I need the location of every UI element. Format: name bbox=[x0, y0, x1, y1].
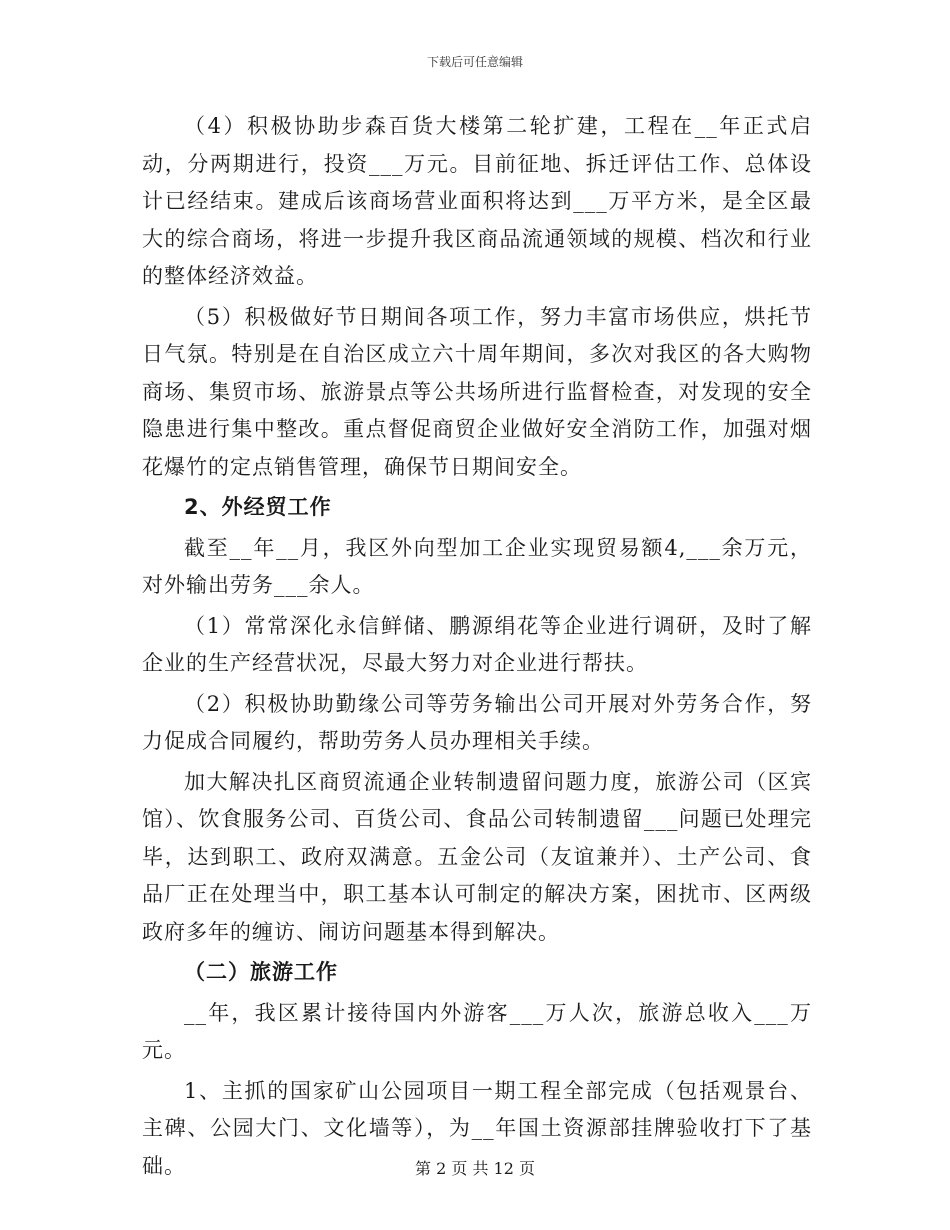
paragraph-item-4: （4）积极协助步森百货大楼第二轮扩建，工程在__年正式启动，分两期进行，投资___万元。目前征地、拆迁评估工作、总体设计已经结束。建成后该商场营业面积将达到___万平方米，是全区最大的综合商场，将进一步提升我区商品流通领域的规模、档次和行业的整体经济效益。 bbox=[142, 114, 812, 288]
page-number: 第 2 页 共 12 页 bbox=[415, 1159, 535, 1178]
page-header: 下载后可任意编辑 bbox=[426, 55, 523, 69]
paragraph-tourism-item-1: 1、主抓的国家矿山公园项目一期工程全部完成（包括观景台、主碑、公园大门、文化墙等），为__年国土资源部挂牌验收打下了基础。 bbox=[142, 1078, 812, 1178]
document-body bbox=[142, 108, 812, 1188]
paragraph-trade-item-1: （1）常常深化永信鲜储、鹏源绢花等企业进行调研，及时了解企业的生产经营状况，尽最大努力对企业进行帮扶。 bbox=[142, 613, 812, 675]
section-heading-tourism: （二）旅游工作 bbox=[184, 960, 338, 984]
section-heading-foreign-trade: 2、外经贸工作 bbox=[184, 495, 332, 519]
paragraph-item-5: （5）积极做好节日期间各项工作，努力丰富市场供应，烘托节日气氛。特别是在自治区成立六十周年期间，多次对我区的各大购物商场、集贸市场、旅游景点等公共场所进行监督检查，对发现的安全隐患进行集中整改。重点督促商贸企业做好安全消防工作，加强对烟花爆竹的定点销售管理，确保节日期间安全。 bbox=[142, 304, 812, 479]
paragraph-tourism-summary: __年，我区累计接待国内外游客___万人次，旅游总收入___万元。 bbox=[142, 1000, 812, 1062]
paragraph-trade-item-2: （2）积极协助勤缘公司等劳务输出公司开展对外劳务合作，努力促成合同履约，帮助劳务人员办理相关手续。 bbox=[142, 691, 812, 753]
paragraph-restructuring: 加大解决扎区商贸流通企业转制遗留问题力度，旅游公司（区宾馆）、饮食服务公司、百货公司、食品公司转制遗留___问题已处理完毕，达到职工、政府双满意。五金公司（友谊兼并）、土产公司、食品厂正在处理当中，职工基本认可制定的解决方案，困扰市、区两级政府多年的缠访、闹访问题基本得到解决。 bbox=[142, 769, 812, 944]
paragraph-trade-summary: 截至__年__月，我区外向型加工企业实现贸易额4,___余万元，对外输出劳务___余人。 bbox=[142, 535, 812, 597]
